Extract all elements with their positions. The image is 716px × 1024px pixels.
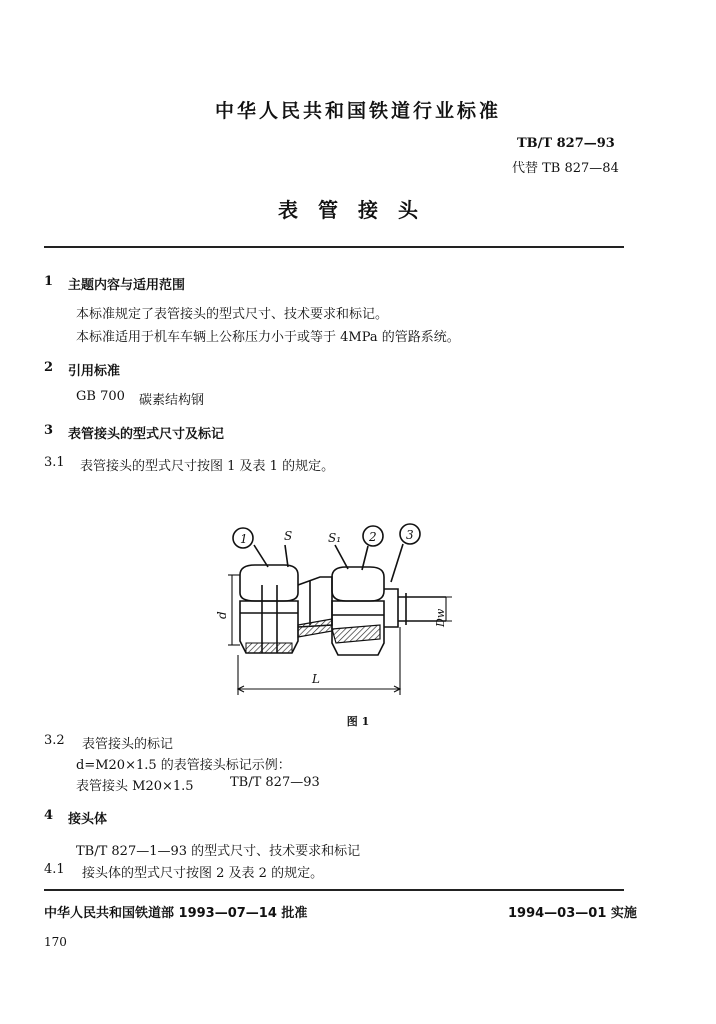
section-4-number: 4 xyxy=(44,808,54,823)
section-4-title: 接头体 xyxy=(68,812,108,827)
top-rule xyxy=(44,246,624,248)
callout-3-label: 3 xyxy=(406,528,414,542)
implementation-date: 1994—03—01 实施 xyxy=(508,906,637,921)
callout-1-label: 1 xyxy=(240,532,248,546)
approval-line: 中华人民共和国铁道部 1993—07—14 批准 xyxy=(44,906,308,921)
section-1-number: 1 xyxy=(44,274,54,289)
dimension-l-label: L xyxy=(312,672,320,686)
clause-4-1-number: 4.1 xyxy=(44,862,65,877)
dimension-d-label: d xyxy=(215,611,229,619)
section-1-title: 主题内容与适用范围 xyxy=(68,278,186,293)
clause-3-2-number: 3.2 xyxy=(44,733,65,748)
section-4-reference: TB/T 827—1—93 的型式尺寸、技术要求和标记 xyxy=(76,844,361,859)
dimension-dw-label: Dw xyxy=(434,608,447,627)
clause-4-1-text: 接头体的型式尺寸按图 2 及表 2 的规定。 xyxy=(82,866,324,881)
figure-caption: 图 1 xyxy=(346,715,370,728)
fitting-drawing xyxy=(210,515,460,705)
section-1-para-2: 本标准适用于机车车辆上公称压力小于或等于 4MPa 的管路系统。 xyxy=(76,330,460,345)
dimension-s1-label: S₁ xyxy=(328,531,342,545)
clause-3-1-number: 3.1 xyxy=(44,455,65,470)
standard-replaces: 代替 TB 827—84 xyxy=(512,161,619,176)
section-3-number: 3 xyxy=(44,423,54,438)
org-title: 中华人民共和国铁道行业标准 xyxy=(214,100,501,122)
section-1-para-1: 本标准规定了表管接头的型式尺寸、技术要求和标记。 xyxy=(76,307,389,322)
marking-example-code: TB/T 827—93 xyxy=(230,775,320,790)
reference-name: 碳素结构钢 xyxy=(139,393,205,408)
marking-example-intro: d=M20×1.5 的表管接头标记示例： xyxy=(76,758,291,773)
clause-3-1-text: 表管接头的型式尺寸按图 1 及表 1 的规定。 xyxy=(80,459,335,474)
bottom-rule xyxy=(44,889,624,891)
standard-code: TB/T 827—93 xyxy=(517,136,615,151)
reference-code: GB 700 xyxy=(76,389,125,404)
document-title: 表管接头 xyxy=(278,198,438,222)
clause-3-2-title: 表管接头的标记 xyxy=(82,737,174,752)
section-3-title: 表管接头的型式尺寸及标记 xyxy=(68,427,225,442)
callout-2-label: 2 xyxy=(369,530,377,544)
page-number: 170 xyxy=(44,935,67,949)
dimension-s-label: S xyxy=(284,529,293,543)
marking-example-name: 表管接头 M20×1.5 xyxy=(76,779,194,794)
section-2-title: 引用标准 xyxy=(68,364,121,379)
section-2-number: 2 xyxy=(44,360,54,375)
